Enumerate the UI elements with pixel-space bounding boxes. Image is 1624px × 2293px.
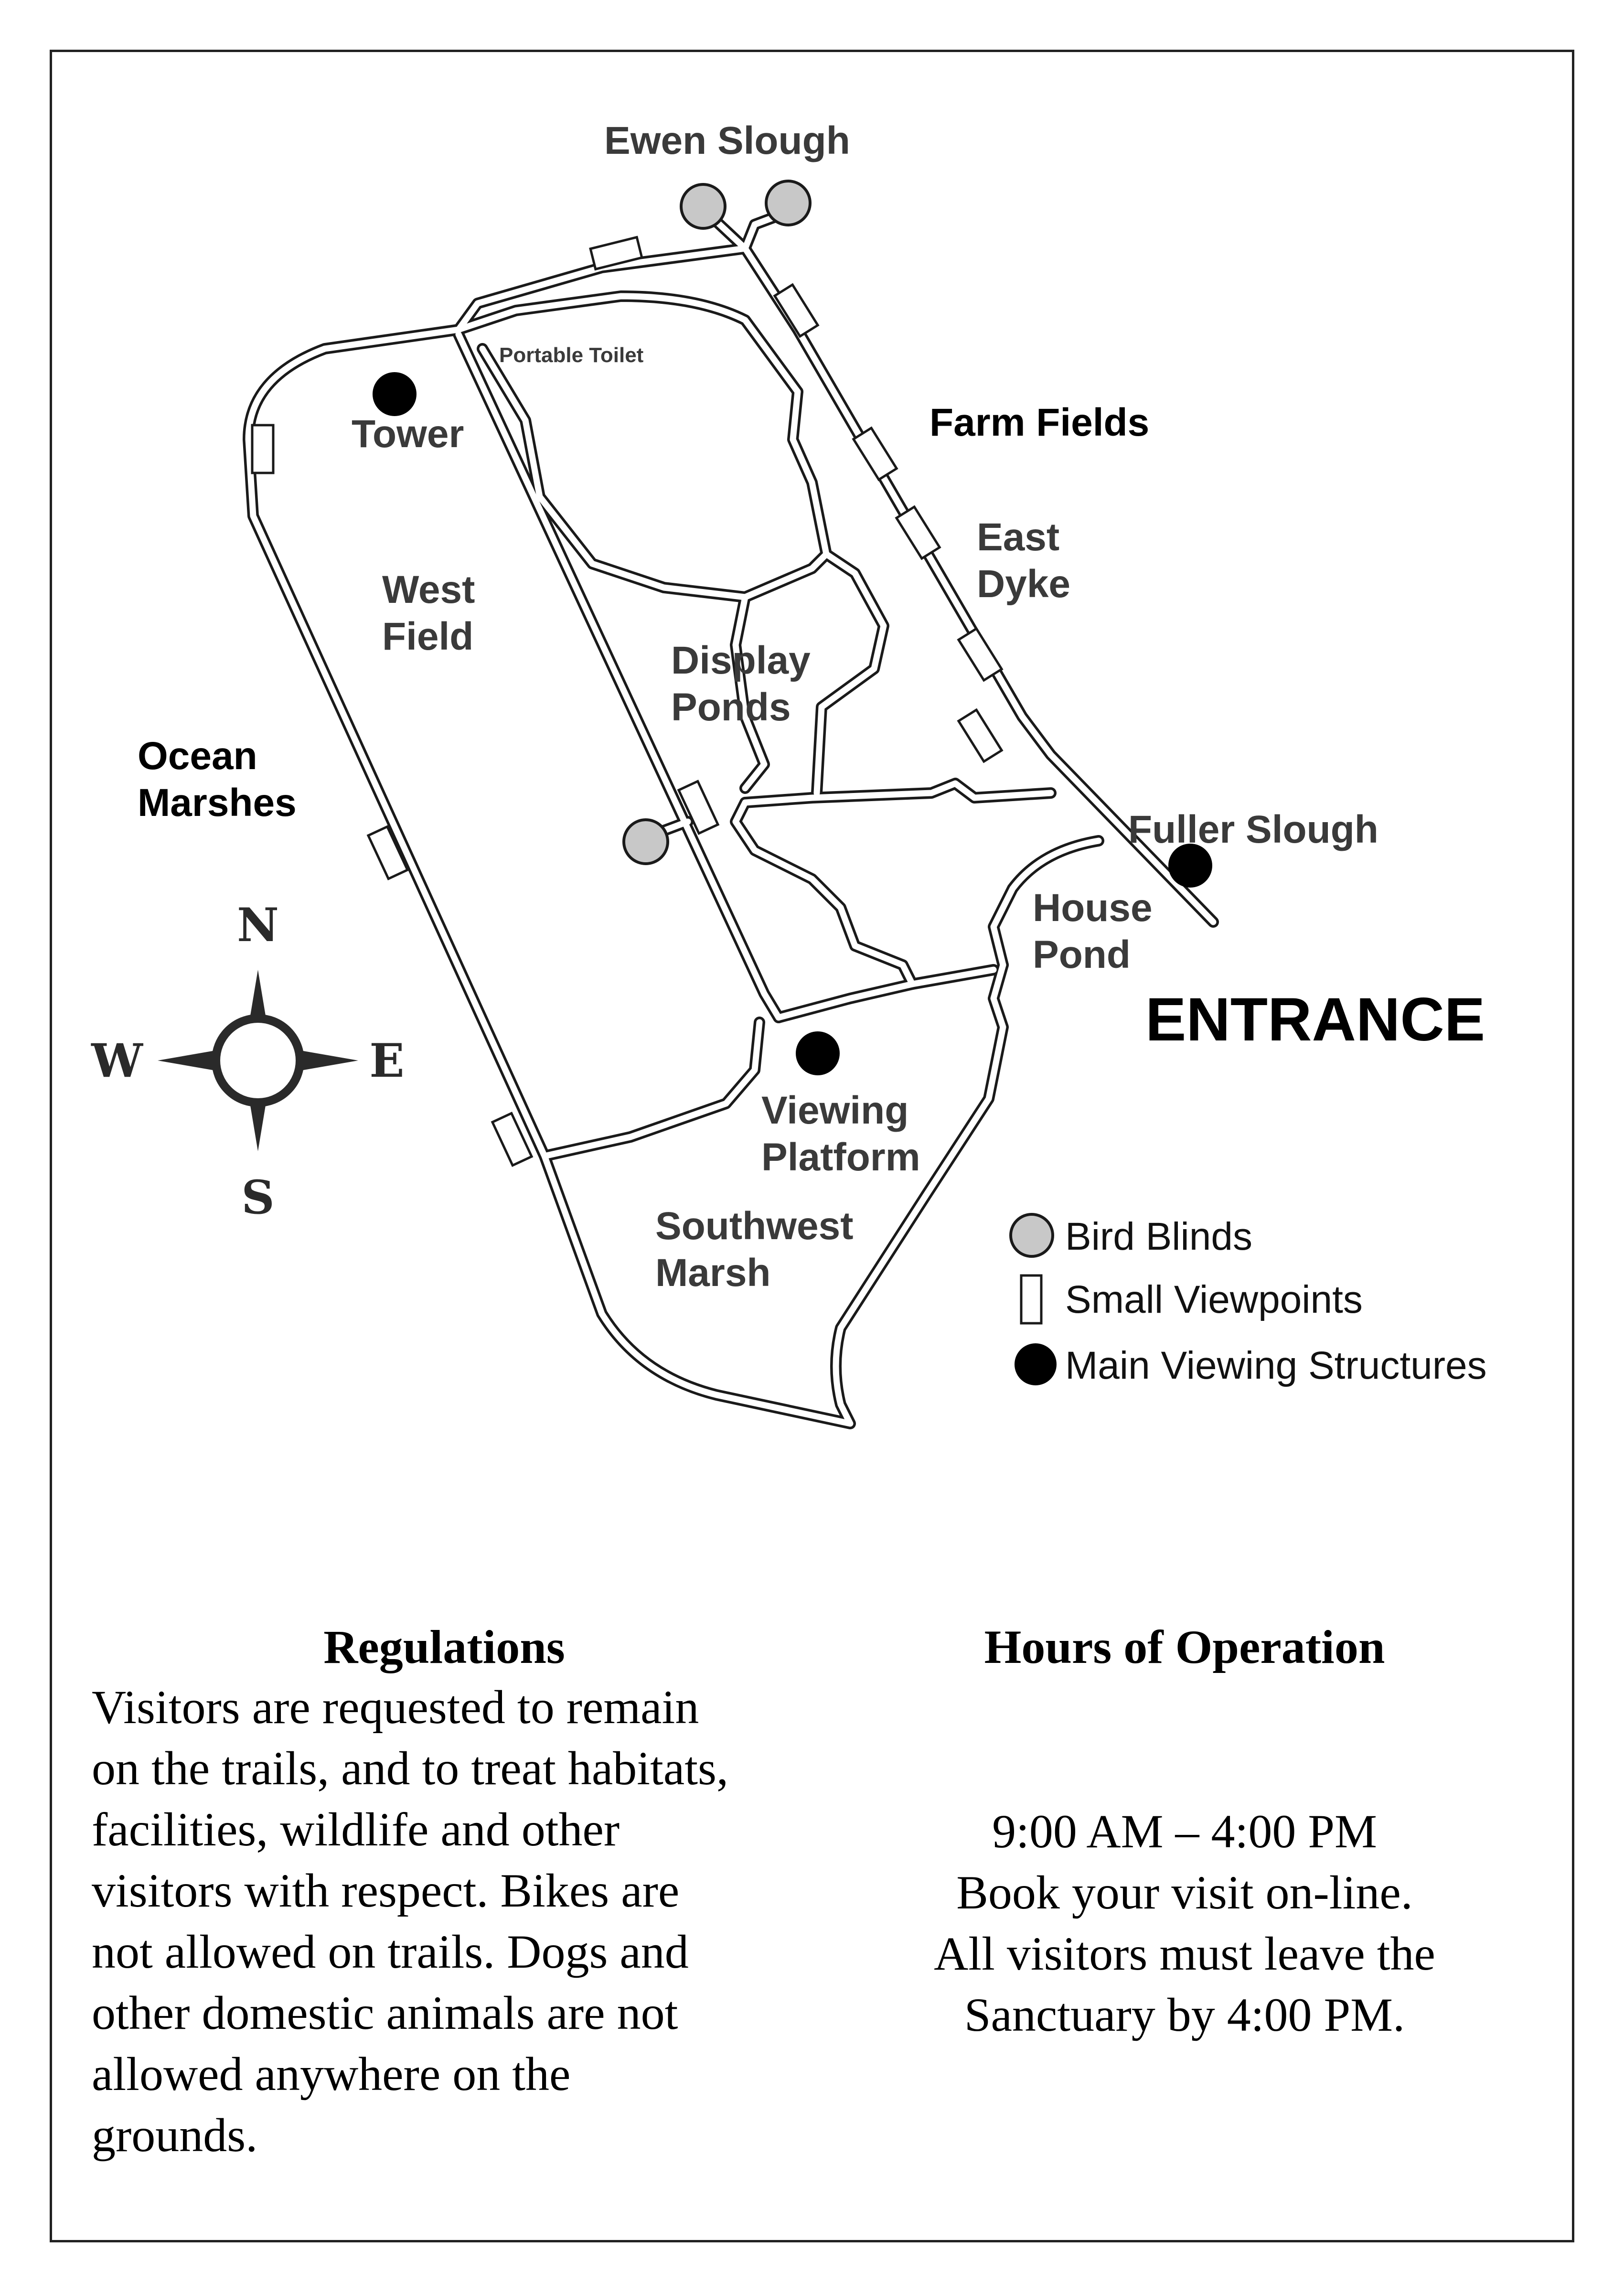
label-southwest: Southwest (655, 1204, 854, 1248)
label-fuller-slough: Fuller Slough (1128, 808, 1378, 851)
main-structure-icon (796, 1031, 840, 1075)
label-viewing: Viewing (761, 1089, 909, 1132)
trail-display-east-fill (745, 392, 826, 597)
small-viewpoint-icon (959, 629, 1002, 680)
hours-line: All visitors must leave the (934, 1927, 1435, 1980)
small-viewpoint-icon (854, 428, 897, 480)
legend-main-viewing-structures: Main Viewing Structures (1065, 1344, 1487, 1387)
regulations-text (92, 1677, 837, 2166)
compass-west-arrow-icon (158, 1051, 213, 1070)
small-viewpoint-icon (252, 425, 273, 473)
trail-house-pond-fill (736, 803, 912, 984)
label-marshes: Marshes (138, 781, 297, 825)
label-ewen-slough: Ewen Slough (604, 119, 850, 162)
hours-text (850, 1801, 1519, 2046)
compass-south-label: S (241, 1170, 275, 1224)
trail-display-right (817, 554, 884, 793)
legend-main-structure-icon (1015, 1343, 1057, 1385)
legend-small-viewpoints: Small Viewpoints (1065, 1278, 1363, 1321)
compass-ring-icon (216, 1018, 300, 1103)
main-structure-icon (373, 372, 417, 416)
regulations-line: facilities, wildlife and other (92, 1803, 620, 1856)
regulations-line: on the trails, and to treat habitats, (92, 1742, 728, 1795)
legend-bird-blind-icon (1011, 1214, 1053, 1256)
hours-line: Sanctuary by 4:00 PM. (964, 1988, 1405, 2041)
regulations-line: not allowed on trails. Dogs and (92, 1925, 689, 1978)
regulations-line: allowed anywhere on the (92, 2047, 571, 2100)
label-platform: Platform (761, 1136, 920, 1179)
bird-blind-icon (766, 181, 810, 225)
regulations-line: visitors with respect. Bikes are (92, 1864, 680, 1917)
label-farm-fields: Farm Fields (930, 401, 1150, 444)
small-viewpoint-icon (897, 507, 940, 558)
regulations-line: grounds. (92, 2109, 258, 2162)
label-marsh: Marsh (655, 1251, 771, 1295)
legend-small-viewpoint-icon (1021, 1275, 1041, 1323)
hours-title: Hours of Operation (984, 1620, 1385, 1673)
label-house: House (1033, 886, 1153, 930)
trail-southwest-cross-fill (545, 1022, 759, 1156)
compass-east-arrow-icon (303, 1051, 358, 1070)
label-west: West (382, 568, 475, 611)
compass-north-label: N (237, 898, 279, 952)
bird-blind-icon (624, 820, 668, 864)
label-portable-toilet: Portable Toilet (499, 343, 644, 367)
legend-bird-blinds: Bird Blinds (1065, 1215, 1252, 1258)
label-ocean: Ocean (138, 734, 257, 778)
regulations-line: other domestic animals are not (92, 1986, 678, 2039)
label-entrance: ENTRANCE (1145, 986, 1485, 1054)
label-ponds: Ponds (671, 686, 791, 729)
label-display: Display (671, 639, 811, 682)
label-pond: Pond (1033, 933, 1131, 976)
compass-rose (91, 898, 404, 1224)
map-legend (1011, 1214, 1487, 1387)
label-east: East (977, 515, 1060, 559)
regulations-line: Visitors are requested to remain (92, 1681, 699, 1734)
label-dyke: Dyke (977, 562, 1071, 606)
label-field: Field (382, 615, 474, 658)
trail-southwest-cross (545, 1022, 759, 1156)
label-tower: Tower (352, 412, 464, 456)
regulations-title: Regulations (323, 1620, 565, 1673)
compass-west-label: W (91, 1034, 143, 1088)
bird-blind-icon (681, 184, 725, 228)
hours-line: 9:00 AM – 4:00 PM (992, 1805, 1377, 1858)
compass-east-label: E (369, 1034, 405, 1088)
small-viewpoint-icon (959, 710, 1002, 761)
hours-line: Book your visit on-line. (956, 1866, 1413, 1919)
